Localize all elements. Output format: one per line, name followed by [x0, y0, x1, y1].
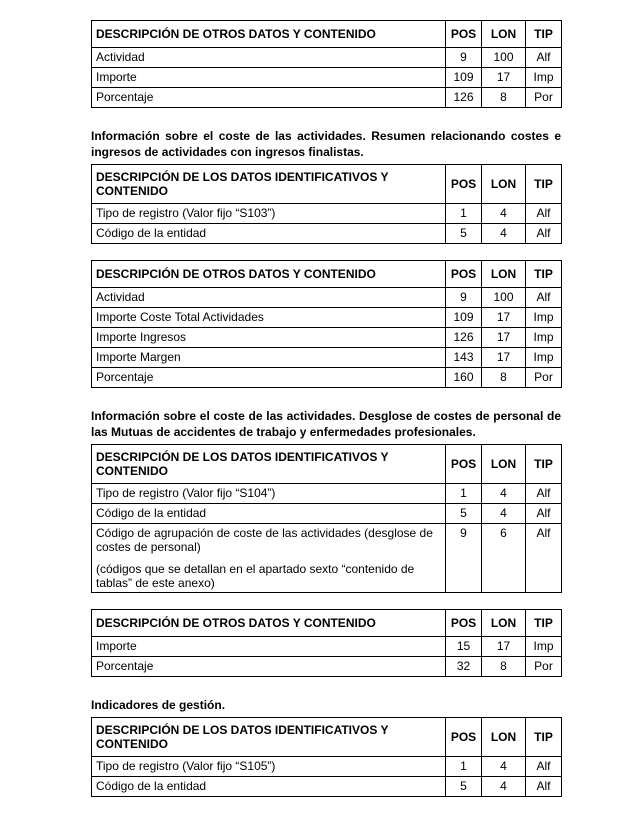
- cell-pos: 9: [446, 48, 482, 68]
- cell-description: Tipo de registro (Valor fijo “S104”): [92, 484, 446, 504]
- cell-lon: 17: [482, 348, 526, 368]
- header-description: DESCRIPCIÓN DE LOS DATOS IDENTIFICATIVOS Y CONTENIDO: [92, 718, 446, 757]
- other-data-table-s104: [91, 609, 562, 677]
- cell-tip: Imp: [526, 308, 562, 328]
- header-pos: POS: [446, 610, 482, 637]
- cell-tip: Imp: [526, 637, 562, 657]
- table-header-row: [92, 261, 562, 288]
- cell-tip: Alf: [526, 484, 562, 504]
- cell-tip: Por: [526, 368, 562, 388]
- table-header-row: [92, 165, 562, 204]
- table-row: [92, 288, 562, 308]
- header-tip: TIP: [526, 610, 562, 637]
- header-lon: LON: [482, 165, 526, 204]
- cell-description: Importe: [92, 637, 446, 657]
- cell-pos: 32: [446, 657, 482, 677]
- cell-lon: 17: [482, 68, 526, 88]
- cell-lon: 4: [482, 484, 526, 504]
- section-heading: Indicadores de gestión.: [91, 698, 226, 712]
- header-lon: LON: [482, 445, 526, 484]
- table-row: [92, 224, 562, 244]
- cell-description: Importe Ingresos: [92, 328, 446, 348]
- header-description: DESCRIPCIÓN DE OTROS DATOS Y CONTENIDO: [92, 261, 446, 288]
- header-description: DESCRIPCIÓN DE OTROS DATOS Y CONTENIDO: [92, 21, 446, 48]
- cell-tip: Alf: [526, 777, 562, 797]
- cell-pos: 1: [446, 204, 482, 224]
- cell-lon: 8: [482, 88, 526, 108]
- cell-description: Importe: [92, 68, 446, 88]
- cell-description: Porcentaje: [92, 368, 446, 388]
- table-header-row: [92, 610, 562, 637]
- cell-lon: 4: [482, 757, 526, 777]
- header-tip: TIP: [526, 718, 562, 757]
- cell-description: [92, 524, 446, 593]
- header-tip: TIP: [526, 261, 562, 288]
- header-tip: TIP: [526, 165, 562, 204]
- cell-description: Importe Margen: [92, 348, 446, 368]
- section-heading: Información sobre el coste de las actividades. Desglose de costes de personal de las Mutuas de accidentes de trabajo y enfermedades profesionales.: [91, 409, 561, 439]
- header-pos: POS: [446, 261, 482, 288]
- header-lon: LON: [482, 610, 526, 637]
- cell-pos: 9: [446, 524, 482, 593]
- table-row: [92, 637, 562, 657]
- cell-description: Porcentaje: [92, 657, 446, 677]
- table-header-row: [92, 718, 562, 757]
- cell-pos: 160: [446, 368, 482, 388]
- cell-lon: 4: [482, 204, 526, 224]
- cell-tip: Alf: [526, 204, 562, 224]
- cell-pos: 109: [446, 308, 482, 328]
- cell-lon: 17: [482, 637, 526, 657]
- table-row: [92, 504, 562, 524]
- cell-tip: Alf: [526, 504, 562, 524]
- cell-lon: 100: [482, 48, 526, 68]
- cell-description: Tipo de registro (Valor fijo “S103”): [92, 204, 446, 224]
- header-description: DESCRIPCIÓN DE LOS DATOS IDENTIFICATIVOS Y CONTENIDO: [92, 165, 446, 204]
- cell-tip: Imp: [526, 348, 562, 368]
- cell-pos: 15: [446, 637, 482, 657]
- table-row: [92, 68, 562, 88]
- table-row: [92, 328, 562, 348]
- identifying-data-table-s103: [91, 164, 562, 244]
- cell-lon: 4: [482, 224, 526, 244]
- header-tip: TIP: [526, 445, 562, 484]
- other-data-table-1: [91, 20, 562, 108]
- cell-tip: Alf: [526, 48, 562, 68]
- table-row: [92, 757, 562, 777]
- cell-description: Porcentaje: [92, 88, 446, 108]
- cell-pos: 126: [446, 88, 482, 108]
- header-description: DESCRIPCIÓN DE OTROS DATOS Y CONTENIDO: [92, 610, 446, 637]
- cell-tip: Alf: [526, 757, 562, 777]
- identifying-data-table-s104: [91, 444, 562, 593]
- header-pos: POS: [446, 165, 482, 204]
- header-tip: TIP: [526, 21, 562, 48]
- cell-lon: 17: [482, 308, 526, 328]
- cell-pos: 143: [446, 348, 482, 368]
- cell-tip: Alf: [526, 224, 562, 244]
- table-row: [92, 777, 562, 797]
- table-row: [92, 204, 562, 224]
- table-row: [92, 657, 562, 677]
- cell-pos: 9: [446, 288, 482, 308]
- table-header-row: [92, 445, 562, 484]
- cell-pos: 1: [446, 484, 482, 504]
- cell-description: Actividad: [92, 288, 446, 308]
- cell-tip: Por: [526, 657, 562, 677]
- header-pos: POS: [446, 21, 482, 48]
- cell-tip: Alf: [526, 524, 562, 593]
- cell-tip: Alf: [526, 288, 562, 308]
- cell-tip: Imp: [526, 68, 562, 88]
- cell-description: Actividad: [92, 48, 446, 68]
- identifying-data-table-s105: [91, 717, 562, 797]
- header-pos: POS: [446, 718, 482, 757]
- cell-lon: 8: [482, 657, 526, 677]
- table-row: [92, 88, 562, 108]
- cell-description: Tipo de registro (Valor fijo “S105”): [92, 757, 446, 777]
- table-row: [92, 524, 562, 593]
- cell-description: Código de la entidad: [92, 224, 446, 244]
- header-pos: POS: [446, 445, 482, 484]
- cell-lon: 4: [482, 504, 526, 524]
- cell-pos: 5: [446, 777, 482, 797]
- document-page: [91, 20, 561, 797]
- header-lon: LON: [482, 261, 526, 288]
- header-description: DESCRIPCIÓN DE LOS DATOS IDENTIFICATIVOS Y CONTENIDO: [92, 445, 446, 484]
- cell-lon: 8: [482, 368, 526, 388]
- cell-lon: 4: [482, 777, 526, 797]
- cell-pos: 5: [446, 504, 482, 524]
- cell-description: Importe Coste Total Actividades: [92, 308, 446, 328]
- cell-lon: 17: [482, 328, 526, 348]
- cell-description: Código de la entidad: [92, 504, 446, 524]
- cell-lon: 100: [482, 288, 526, 308]
- cell-pos: 1: [446, 757, 482, 777]
- header-lon: LON: [482, 21, 526, 48]
- table-row: [92, 484, 562, 504]
- table-row: [92, 48, 562, 68]
- table-row: [92, 368, 562, 388]
- cell-description: Código de la entidad: [92, 777, 446, 797]
- other-data-table-s103: [91, 260, 562, 388]
- header-lon: LON: [482, 718, 526, 757]
- cell-description-text: Código de agrupación de coste de las actividades (desglose de costes de personal): [96, 526, 433, 554]
- cell-tip: Por: [526, 88, 562, 108]
- cell-lon: 6: [482, 524, 526, 593]
- section-heading: Información sobre el coste de las actividades. Resumen relacionando costes e ingresos de actividades con ingresos finalistas.: [91, 129, 561, 159]
- cell-description-note: (códigos que se detallan en el apartado sexto “contenido de tablas” de este anexo): [96, 562, 415, 590]
- table-header-row: [92, 21, 562, 48]
- cell-pos: 109: [446, 68, 482, 88]
- table-row: [92, 348, 562, 368]
- cell-pos: 5: [446, 224, 482, 244]
- cell-pos: 126: [446, 328, 482, 348]
- table-row: [92, 308, 562, 328]
- cell-tip: Imp: [526, 328, 562, 348]
